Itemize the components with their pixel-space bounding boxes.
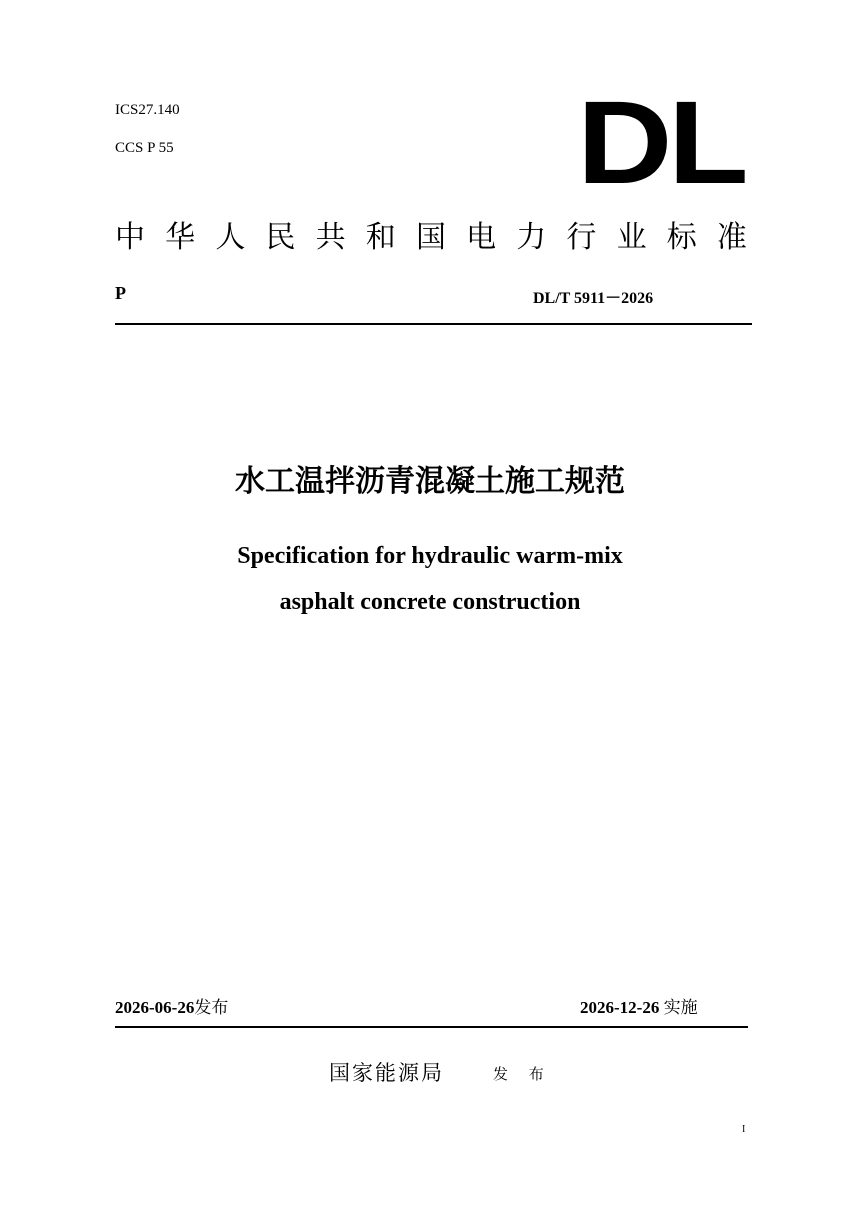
classification-code: P — [115, 283, 126, 303]
top-divider — [115, 323, 752, 325]
page-number: I — [742, 1124, 746, 1135]
standard-type-char: 电 — [466, 220, 497, 255]
standard-type-heading — [115, 214, 747, 262]
issuer-name: 国家能源局 — [329, 1061, 444, 1085]
standard-type-char: 华 — [165, 220, 196, 255]
standard-type-char: 行 — [566, 220, 597, 255]
bottom-divider — [115, 1026, 748, 1028]
issue-date-label: 发布 — [194, 998, 229, 1018]
implementation-date-label: 实施 — [663, 998, 698, 1018]
standard-type-char: 中 — [115, 220, 145, 255]
issue-date — [115, 993, 228, 1018]
standard-number: DL/T 5911－2026 — [533, 290, 654, 307]
standard-type-char: 民 — [265, 220, 296, 255]
standard-type-char: 标 — [666, 220, 697, 255]
ccs-code: CCS P 55 — [115, 140, 174, 156]
standard-type-char: 国 — [415, 220, 446, 255]
title-english-line-1: Specification for hydraulic warm-mix — [237, 543, 623, 569]
standard-type-char: 准 — [716, 220, 747, 255]
standard-type-char: 和 — [365, 220, 396, 255]
implementation-date — [580, 993, 698, 1018]
dl-logo: DL — [577, 77, 745, 209]
issue-date-value: 2026-06-26 — [115, 998, 195, 1017]
title-english-line-2: asphalt concrete construction — [279, 589, 581, 615]
implementation-date-value: 2026-12-26 — [580, 998, 660, 1017]
ics-code: ICS27.140 — [115, 102, 180, 118]
standard-type-char: 力 — [516, 220, 547, 255]
standard-type-char: 共 — [315, 220, 346, 255]
standard-type-char: 业 — [616, 220, 647, 255]
issuer-action: 发 布 — [493, 1065, 552, 1083]
standard-type-char: 人 — [215, 220, 246, 255]
title-chinese: 水工温拌沥青混凝土施工规范 — [235, 464, 625, 499]
